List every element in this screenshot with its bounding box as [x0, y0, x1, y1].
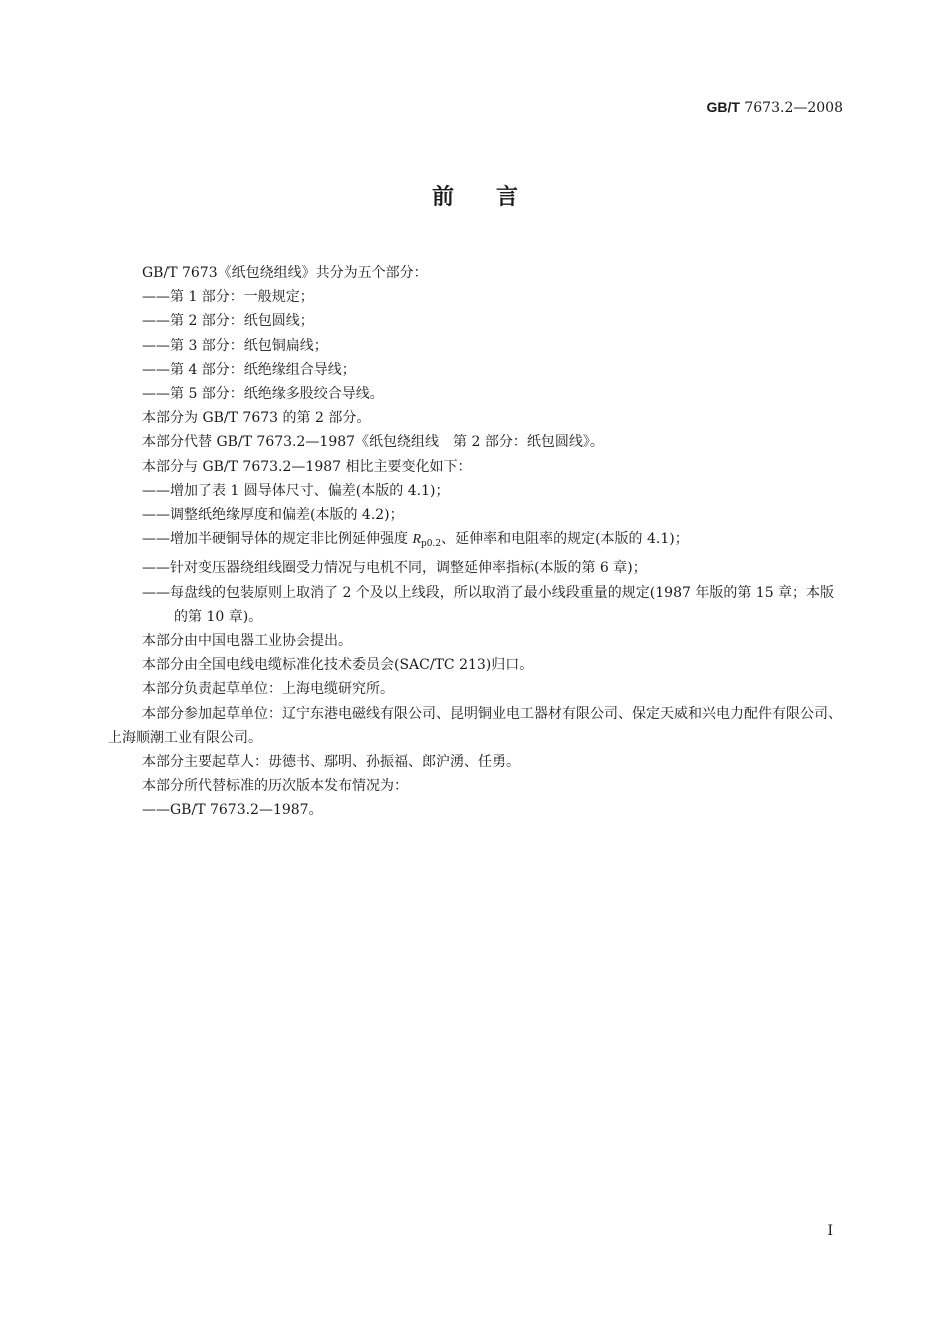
drafting-unit-line: 本部分负责起草单位：上海电缆研究所。 [142, 681, 394, 698]
standard-prefix: GB/T [706, 99, 740, 115]
part-2-item: ——第 2 部分：纸包圆线； [142, 313, 314, 330]
history-intro: 本部分所代替标准的历次版本发布情况为： [142, 778, 408, 795]
change-item-3 [108, 527, 844, 556]
change-item-3-after: 、延伸率和电阻率的规定(本版的 4.1)； [441, 531, 689, 548]
intro-line: GB/T 7673《纸包绕组线》共分为五个部分： [142, 265, 428, 281]
drafters-line: 本部分主要起草人：毋德书、鄢明、孙振福、郎沪湧、任勇。 [142, 754, 520, 771]
page-title: 前言 [431, 185, 560, 210]
rp-subscript: p0.2 [421, 539, 442, 550]
part-1-item: ——第 1 部分：一般规定； [142, 289, 314, 306]
page-number: I [827, 1223, 833, 1239]
foreword-body [108, 261, 844, 823]
change-item-1: ——增加了表 1 圆导体尺寸、偏差(本版的 4.1)； [142, 482, 450, 499]
part-3-item: ——第 3 部分：纸包铜扁线； [142, 337, 328, 354]
change-item-3-before: ——增加半硬铜导体的规定非比例延伸强度 [142, 531, 413, 548]
replaces-line: 本部分代替 GB/T 7673.2—1987《纸包绕组线 第 2 部分：纸包圆线》。 [142, 434, 604, 451]
scope-line: 本部分为 GB/T 7673 的第 2 部分。 [142, 410, 371, 427]
rp-symbol: R [412, 532, 422, 548]
standard-code: 7673.2—2008 [739, 100, 843, 116]
history-item: ——GB/T 7673.2—1987。 [142, 802, 323, 819]
change-item-4: ——针对变压器绕组线圈受力情况与电机不同，调整延伸率指标(本版的第 6 章)； [142, 560, 647, 577]
change-item-5: ——每盘线的包装原则上取消了 2 个及以上线段，所以取消了最小线段重量的规定(1987 年版的第 15 章；本版的第 10 章)。 [142, 584, 835, 625]
standard-number [706, 99, 843, 116]
part-4-item: ——第 4 部分：纸绝缘组合导线； [142, 361, 356, 378]
participating-units-line: 本部分参加起草单位：辽宁东港电磁线有限公司、昆明铜业电工器材有限公司、保定天威和兴电力配件有限公司、上海顺潮工业有限公司。 [108, 705, 842, 746]
committee-line: 本部分由全国电线电缆标准化技术委员会(SAC/TC 213)归口。 [142, 657, 534, 674]
change-item-2: ——调整纸绝缘厚度和偏差(本版的 4.2)； [142, 507, 404, 524]
part-5-item: ——第 5 部分：纸绝缘多股绞合导线。 [142, 386, 384, 403]
changes-intro: 本部分与 GB/T 7673.2—1987 相比主要变化如下： [142, 458, 472, 475]
proposer-line: 本部分由中国电器工业协会提出。 [142, 633, 352, 650]
